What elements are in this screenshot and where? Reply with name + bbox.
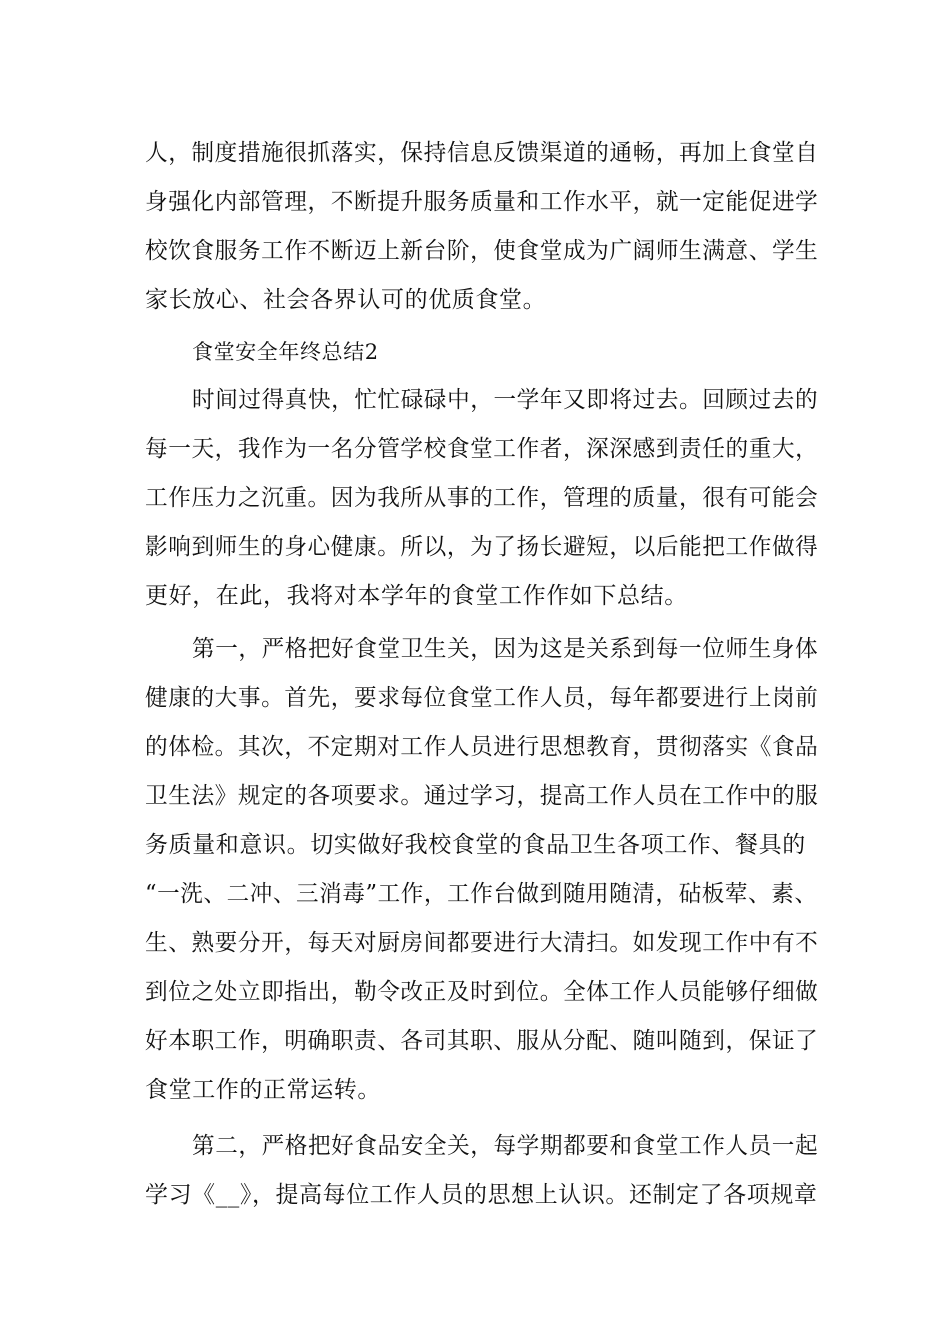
paragraph-line: 时间过得真快，忙忙碌碌中，一学年又即将过去。回顾过去的	[192, 387, 819, 413]
paragraph-line: 学习《__》，提高每位工作人员的思想上认识。还制定了各项规章	[145, 1182, 818, 1208]
paragraph-line: 好本职工作，明确职责、各司其职、服从分配、随叫随到，保证了	[145, 1028, 819, 1054]
paragraph-line: 每一天，我作为一名分管学校食堂工作者，深深感到责任的重大，	[145, 436, 819, 462]
paragraph-line: 健康的大事。首先，要求每位食堂工作人员，每年都要进行上岗前	[145, 685, 819, 711]
paragraph-line: 校饮食服务工作不断迈上新台阶，使食堂成为广阔师生满意、学生	[145, 238, 819, 264]
paragraph-line: 到位之处立即指出，勒令改正及时到位。全体工作人员能够仔细做	[145, 979, 819, 1005]
paragraph-line: 更好，在此，我将对本学年的食堂工作作如下总结。	[145, 583, 688, 609]
paragraph-line: 的体检。其次，不定期对工作人员进行思想教育，贯彻落实《食品	[145, 734, 819, 760]
paragraph-line: 第二，严格把好食品安全关，每学期都要和食堂工作人员一起	[192, 1133, 819, 1159]
paragraph-line: 食堂工作的正常运转。	[145, 1077, 381, 1103]
paragraph-line: 务质量和意识。切实做好我校食堂的食品卫生各项工作、餐具的	[145, 832, 806, 858]
paragraph-line: 第一，严格把好食堂卫生关，因为这是关系到每一位师生身体	[192, 636, 819, 662]
paragraph-line: 生、熟要分开，每天对厨房间都要进行大清扫。如发现工作中有不	[145, 930, 819, 956]
paragraph-line: 家长放心、社会各界认可的优质食堂。	[145, 287, 547, 313]
paragraph-line: 人，制度措施很抓落实，保持信息反馈渠道的通畅，再加上食堂自	[145, 140, 819, 166]
section-heading: 食堂安全年终总结2	[192, 340, 379, 364]
paragraph-line: 身强化内部管理，不断提升服务质量和工作水平，就一定能促进学	[145, 189, 819, 215]
paragraph-line: 卫生法》规定的各项要求。通过学习，提高工作人员在工作中的服	[145, 783, 819, 809]
paragraph-line: 影响到师生的身心健康。所以，为了扬长避短，以后能把工作做得	[145, 534, 819, 560]
paragraph-line: “一洗、二冲、三消毒”工作，工作台做到随用随清，砧板荤、素、	[145, 881, 818, 907]
paragraph-line: 工作压力之沉重。因为我所从事的工作，管理的质量，很有可能会	[145, 485, 819, 511]
